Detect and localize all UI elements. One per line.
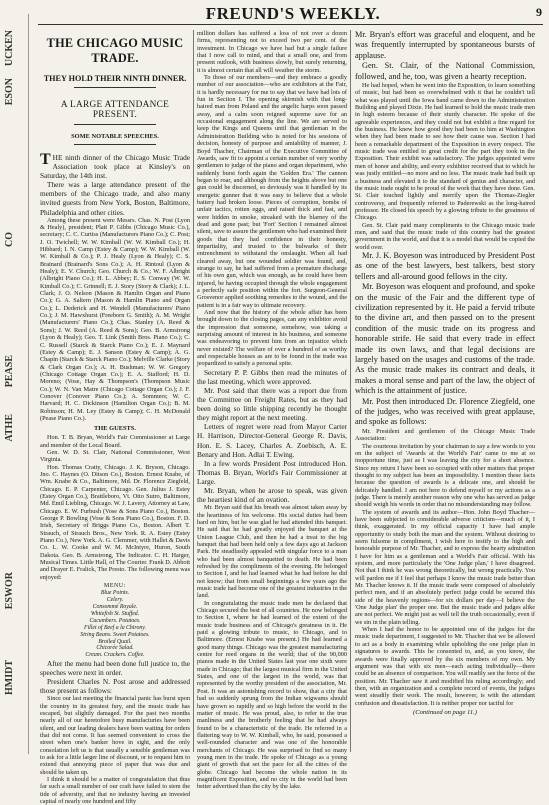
deck-rule	[74, 144, 156, 145]
margin-rule	[28, 14, 29, 754]
guest-list: Hon. Thomas Cratty, Chicago. J. K. Bryson, Chicago. Jno. C. Haynes (O. Ditson Co.), Boston. Ernest Knabe, of Wm. Knabe & Co., Baltimore, Md. Dr. Florence Ziegfeld, Chicago. E. P. Carpenter, Chicago. Gen. Julius J. Estey (Estey Organ Co.), Brattleboro, Vt. Otto Sutro, Baltimore, Md. Emil Liebling, Chicago. W. J. Lavery, Attorney at Law, Chicago. E. W. Furbush (Vose & Sons Piano Co.), Boston. George P. Bowling (Vose & Sons Piano Co.), Boston. F. D. Irish, Secretary of Briggs Piano Co., Boston. Albert T. Strauch, of Strauch Bros., New York. R. A. Estey (Estey Piano Co.), New York. A. G. Clemmer, with Hallet & Davis Co. L. W. Cooke and W. M. McIntyre, Huron, South Dakota. Geo. B. Armstrong, The Indicator. C. H. Harger, Musical Times. Little Hall, of The Courier. Frank D. Abbott and Drayer E. Fralick, The Presto. The following menu was enjoyed:	[40, 463, 190, 581]
paragraph: million dollars has suffered a loss of not over a dozen firms, representing not to exceed two per cent. of the investment. In Chicago we have had but a single failure that I now call to mind, and that a small one, and from present outlook, with business slowly, but surely returning, it is almost certain that all will weather the storm.	[197, 30, 347, 74]
headline-rule	[74, 87, 156, 88]
lead-paragraph	[40, 153, 190, 180]
column-rule	[350, 30, 351, 752]
paragraph: Mr. Post then introduced Dr. Florence Ziegfeld, one of the judges, who was received with great applause, and spoke as follows:	[355, 396, 535, 427]
paragraph: The system of awards and its author—Hon. John Boyd Thacher—have been subjected to considerable adverse criticism—much of it, I think, exaggerated. In my official capacity I have had ample opportunity to study both the man and the system. Without desiring to seem fulsome in compliment, I wish here to testify to the high and honorable purpose of Mr. Thacher, and to express the hearty admiration I have for him as a gentleman and a World's Fair official. With his system, and more particularly the 'One Judge plan,' I have disagreed. Not that I think he was wrong theoretically, but wrong practically. You will pardon me if I feel that perhaps I know the music trade better than Mr. Thacher knows it. If the music trade were composed of absolutely perfect men, and if an absolutely perfect judge could be secured this side of the heavenly regions—for six dollars per day—I believe the 'One Judge plan' the proper one. But the music trade and judges alike are not perfect. We might just as well tell the truth occasionally, even if we sin in the plain telling.	[355, 508, 535, 626]
paragraph: Mr. President and gentlemen of the Chicago Music Trade Association:	[355, 427, 535, 443]
menu-item: Cucumbers. Potatoes.	[89, 617, 141, 624]
publication-title: FREUND'S WEEKLY.	[205, 4, 381, 23]
paragraph: Mr. Bryan, when he arose to speak, was given the heartiest kind of an ovation.	[197, 486, 347, 505]
binding-margin	[0, 0, 26, 759]
paragraph: Hon. T. B. Bryan, World's Fair Commissioner at Large and member of the Local Board.	[40, 434, 190, 449]
paragraph: Gen. St. Clair paid many compliments to the Chicago music trade men, and said that the music trade of this country had the greatest government in the world, and that it is a model that would be copied the world over.	[355, 221, 535, 251]
paragraph: Letters of regret were read from Mayor Carter H. Harrison, Director-General George R. Davis, Hon. E. S. Lacey, Charles A. Zoebisch, A. E. Benary and Hon. Adlai T. Ewing.	[197, 422, 347, 459]
menu-list	[40, 590, 190, 659]
margin-fragment: CO	[4, 232, 15, 247]
menu-item: Blue Points.	[100, 590, 130, 597]
menu-item: Chicorée Salad.	[96, 645, 134, 652]
masthead-rule	[38, 24, 543, 25]
margin-fragment: PEASE	[4, 355, 15, 388]
paragraph: And now that the history of the whole affair has been brought down to the closing pages, can any exhibitor avoid the impression that someone, somehow, was taking a surprising amount of interest in his business, and someone was endeavoring to prevent him from an injustice which never existed? The welfare of over a hundred of as worthy and respectable houses as are to be found in the trade was jeopardized to satisfy a personal spite.	[197, 309, 347, 368]
menu-item: Broiled Quail.	[98, 638, 132, 645]
paragraph: He had hoped, when he went into the Exposition, to learn something of music, but had been so overwhelmed with it that he couldn't tell what was played until the Iowa band came down to the Administration Building and played Dixie. He had learned to hold the music trade men in high esteem because of their sturdy character. He spoke of the agreeable experiences, and they could not but exhibit a fine regard for the business. He knew how good they had been to him at Washington when they had been made to see how their cause was. Section I had been a remarkable department of the Exposition in every respect. The music trade was entitled to great credit for the part they took in the Exposition. Their exhibit was satisfactory. The judges appointed were men of honor and ability, and every exhibitor received that to which he was justly entitled—no more and no less. The music trade had built up a business and elevated it to the standard of genius and character, and the music trade ought to be proud of the work that they have done. Gen. St. Clair touched lightly and merrily upon the Thomas-Ziegler controversy, and frequently referred to Paderewski as the long-haired professor. He closed his speech by a glowing tribute to the greatness of Chicago.	[355, 82, 535, 222]
article-headline: THE CHICAGO MUSIC TRADE.	[46, 36, 184, 65]
article-deck-small: SOME NOTABLE SPEECHES.	[71, 133, 159, 140]
paragraph: Mr. J. K. Boyeson was introduced by President Post as one of the best lawyers, best talkers, best story tellers and all-around good fellows in the city.	[355, 250, 535, 281]
page-number: 9	[536, 5, 542, 19]
menu-item: Fillet of Beef a la Chirony.	[84, 624, 146, 631]
menu-item: String Beans. Sweet Potatoes.	[80, 631, 150, 638]
column-2	[197, 30, 347, 791]
column-3	[355, 30, 535, 754]
margin-fragment: ESWOR	[4, 572, 15, 610]
paragraph: The courteous invitation by your chairman to say a few words to you on the subject of 'Awards at the World's Fair' came to me at so inopportune time, just as I was leaving the city for a short absence. Since my return I have been so occupied with other matters that proper thought to my subject has been an impossibility. I mention these facts because the question of awards is a delicate one, and should be delicately handled. I am not here to defend myself or my actions as a judge. There is merely another reason why one who has served as judge should weigh his words in order that no misunderstanding may follow.	[355, 442, 535, 509]
paragraph: Gen. St. Clair, of the National Commission, followed, and he, too, was given a hearty reception.	[355, 61, 535, 81]
paragraph: There was a large attendance present of the members of the Chicago trade, and also many invited guests from New York, Boston, Baltimore, Philadelphia and other cities.	[40, 180, 190, 217]
article-deck: A LARGE ATTENDANCE PRESENT.	[60, 100, 170, 120]
continued-note: (Continued on page 11.)	[413, 708, 477, 716]
section-head: THE GUESTS.	[94, 425, 136, 433]
paragraph: Among these present were Messrs. Chas. N. Post (Lyon & Healy), president; Platt P. Gibbs (Chicago Music Co.), secretary; C. C. Curtiss (Manufacturers Piano Co.); C. Post; J. O. Twichell; W. W. Kimball (W. W. Kimball Co.); H. Hibbard; I. N. Camp (Estey & Camp); W. W. Kimball (W. W. Kimball & Co.); P. J. Healy (Lyon & Healy); C. S. Brainard (Brainard's Sons Co.); A. H. Rintoul (Lyon & Healy); E. V. Church; Geo. Church & Co.; W. F. Albright (Albright Piano Co.); H. L. Abbey; E. S. Conway (W. W. Kimball Co.); C. Grinnell; E. J. Story (Story & Clark); J. L. Clark; J. O. Nelson (Mason & Hamlin Organ and Piano Co.); G. A. Saltern (Mason & Hamlin Piano and Organ Co.); L. Dederick and H. Wendell (Manufacturers' Piano Co.); J. M. Hawxhurst (Freeborn G. Smith); A. M. Wright (Manufacturers' Piano Co.); Chas. Stanley (A. Reed & Sons); J. W. Reed (A. Reed & Sons); Geo. B. Armstrong (Lyon & Healy); Geo. T. Link (Smith Bros. Piano Co.); C. C. Russell (Starck & Starck Piano Co.); E. J. Maynard (Estey & Camp); E. J. Sanson (Estey & Camp); A. G. Chapin (Starck & Starck Piano Co.); Melville Clarke (Story & Clark Organ Co.); A. H. Bushman; W. W. Gregory (Chicago Cottage Organ Co.); E. A. Stafford; H. D. Moreno; (Vose, Hay & Thompson's (Thompson Music Co.); W. N. Van Matre (Chicago Cottage Organ Co.); J. F. Conover (Conover Piano Co.); A. Sommers; W. C. Harvard; H. C. Dickinson (Hamilton Organ Co.); B. M. Robinson; H. M. Ley (Estey & Camp); C. H. McDonald (Pease Piano Co.).	[40, 216, 190, 422]
paragraph: After the menu had been done full justice to, the speeches were next in order.	[40, 659, 190, 678]
paragraph: President Charles N. Post arose and addressed those present as follows:	[40, 677, 190, 696]
paragraph: Gen. W. D. St. Clair, National Commissioner, West Virginia.	[40, 448, 190, 464]
paragraph: When I had the honor to be appointed one of the judges for the music trade department, I suggested to Mr. Thacher that we be allowed to act as a body in examining while upholding the one judge plan in signatures to awards. This he consented to, and, as you know, the awards were finally approved by the six members of my own. My argument was that with six men—each acting individually—there could be an absence of comparison. You will readily see the force of the position. Mr. Thacher saw it and modified his ruling accordingly; and then, with an organization and a complete record of events, the judges went steadily their work. The result, however, is with the attendant confusion and dissatisfaction. It is neither proper nor tactful for	[355, 626, 535, 707]
menu-item: Celery.	[106, 597, 124, 604]
paragraph: I think it should be a matter of congratulation that thus far such a small number of our craft have failed to stem the tide of adversity, and that no industry having an invested capital of nearly one hundred and fifty	[40, 776, 190, 805]
paragraph: Secretary P. P. Gibbs then read the minutes of the last meeting, which were approved.	[197, 367, 347, 386]
menu-item: Consommé Royale.	[92, 603, 138, 610]
menu-item: Cream. Crackers. Coffee.	[85, 652, 145, 659]
column-rule	[193, 30, 194, 752]
paragraph: In a few words President Post introduced Hon. Thomas B. Bryan, World's Fair Commissioner at Large.	[197, 458, 347, 486]
article-subhead: THEY HOLD THEIR NINTH DINNER.	[43, 74, 187, 83]
menu-head: MENU:	[104, 583, 126, 590]
paragraph: Mr. Boyeson was eloquent and profound, and spoke on the music of the Fair and the different type of civilization represented by it. He paid a fervid tribute to the divine art, and then passed on to the present condition of the music trade on its progress and honorable strife. He said that every trade in effect made its own laws, and that legal decisions are largely based on the usages and customs of the trade. As the music trade makes its contract and deals, it makes a moral sense and part of the law, the object of which is the attainment of justice.	[355, 282, 535, 396]
lead-text: HE ninth dinner of the Chicago Music Trade Association took place at Kinsley's on Saturday, the 14th inst.	[40, 153, 190, 181]
drop-cap: T	[40, 151, 51, 168]
paragraph: In congratulating the music trade men he declared that Chicago secured the best of all countries. He now belonged to Section I, where he had learned of the extent of the music trade business and of Chicago's greatness in it. He paid a glowing tribute to music, to Chicago, and to Baltimore. (Ernest Knabe was present.) He had learned a good many things. Chicago was the greatest manufacturing centre for reed organs in the world; that of the 90,000 pianos made in the United States last year one sixth were made in Chicago; that the largest musical firm in the United States, and one of the largest in the world, was that represented by the worthy president of the association, Mr. Post. It was an astonishing record to show, that a city that had so suddenly sprung from the Indian wigwams should have grown so rapidly and so high before the world in the matter of music. He was proud, also, to refer to the true manliness and the brotherly feeling that he had always found to be a characteristic of the trade. He referred in a flattering way to W. W. Kimball, who, he said, possessed a well-rounded character and was one of the honorable merchants of Chicago. He was surprised to find so many young men in the trade. He spoke of Chicago as a young giant of growth that set the pace for all the cities of the globe. Chicago had become the whole nation in its magnificent Exposition, and no city in the world had been better advertised than the city by the lake.	[197, 599, 347, 791]
deck-rule	[74, 124, 156, 125]
menu-item: Whitefish St. Stuffed.	[90, 610, 140, 617]
margin-fragment: ATHE	[4, 414, 15, 442]
margin-fragment: HMIDT	[4, 660, 15, 695]
paragraph: Since our last meeting the financial panic has burst upon the country in its greatest fury, and the music trade has escaped, but slightly damaged. For the past two months nearly all of our heretofore busy manufacturies have been silent, and our leading dealers have been waiting for orders that did not come. It has seemed convenient to cross the street when one's banker hove in sight, and the only consolation left us is that usually a sensible gentleman was to ask for a little larger line of discount, or to request him to extend that annoying piece of paper that was due and should be taken up.	[40, 695, 190, 776]
paragraph: Mr. Post said that there was a report due from the Committee on Freight Rates, but as they had been doing so little shipping recently he thought they might report at the next meeting.	[197, 386, 347, 423]
paragraph: Mr. Bryan's effort was graceful and eloquent, and he was frequently interrupted by spontaneous bursts of applause.	[355, 30, 535, 60]
margin-fragment: ESON	[4, 78, 15, 106]
paragraph: Mr. Bryan said that his breath was almost taken away by the heartiness of his welcome. His social duties had been hard on him, but he was glad he had attended this banquet. He said that he had greatly enjoyed the banquet at the Union League Club, and then he had a treat to the big banquet that had been held only a few days ago at Jackson Park. He steadfastly appealed with singular force to a man who had been almost banquetted to death. He had been refreshed by the compliments of the evening. He belonged to Section I, and he had learned what he had before he did not know; that from small beginnings a few years ago the music trade had become one of the greatest industries in the land.	[197, 504, 347, 600]
margin-fragment: UCKEN	[4, 30, 15, 67]
column-1	[40, 30, 190, 805]
paragraph: To those of our members—and they embrace a goodly number of our association—who are exhibitors at the Fair, it is hardly necessary for me to say that we have had lots of fun in Section I. The opening skirmish with that long-haired man from Poland and the angelic harps soon passed away, and a calm soon reigned supreme save for an occasional engagement along the line. We are served to keep the Kings and Queens until that gentleman in the Administration Building who is noted for his sessions of decision, honesty of purpose and amiability of manner, J. Boyd Thacher, Chairman of the Executive Committee of Awards, saw fit to appoint a certain number of very worthy gentlemen to judge of the piano and organ department, who suddenly burst forth again the 'Golden Era.' The cannon began to roar, and although from the heights above but one gun could be discerned, so deviously was it handled by its energetic gunner that it was easy to believe that a whole battery had broken loose. Pieces of corruption, bombs of unfair tactics, rotten eggs, and raised thick and fast, and were hidden in smoke, streaked with the blarney of the dead and gone past; but 'Fort' Section I remained almost silent, save to assure the gentlemen who had examined their goods that they had confidence in their honesty, impartiality, and trusted to the bulwarks of their entrenchment to withstand the onslaught. When all had cleared away, but one wounded soldier was found, and, strange to say, he had suffered from a premature discharge of his own gun, which was enough, as he could have been injured, be having occupied through the whole engagement a perfectly safe position within the fort. Surgeon-General Grosvenor applied soothing remedies to the wound, and the patient is in a fair way to ultimate recovery.	[197, 74, 347, 309]
